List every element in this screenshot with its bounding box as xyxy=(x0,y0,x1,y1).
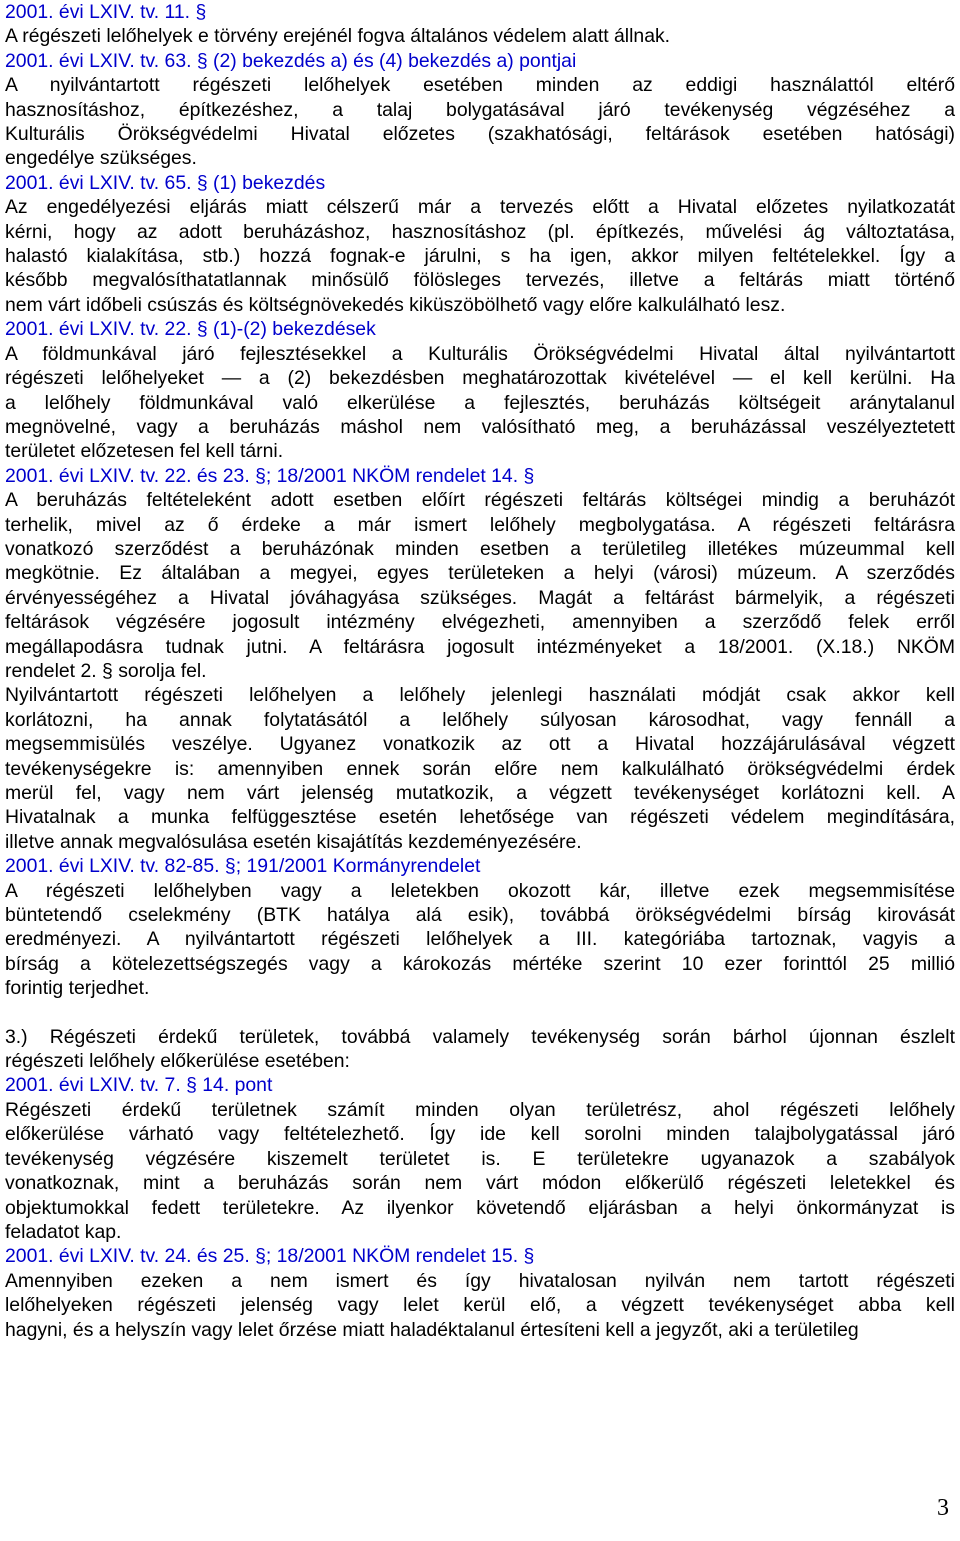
paragraph xyxy=(5,342,955,464)
paragraph-line: a lelőhely földmunkával való elkerülése a fejlesztés, beruházás költségeit aránytalanul xyxy=(5,391,955,414)
paragraph-line: halastó kialakítása, stb.) hozzá fognak-e járulni, s ha igen, akkor milyen feltételekkel. Így a xyxy=(5,245,955,268)
paragraph-line: kérni, hogy az adott beruházáshoz, hasznosításhoz (pl. építkezés, művelési ág változtatása, xyxy=(5,220,955,243)
paragraph-line: Az engedélyezési eljárás miatt célszerű már a tervezés előtt a Hivatal előzetes nyilatkozatát xyxy=(5,196,955,219)
paragraph-line: illetve annak megvalósulása esetén kisajátítás kezdeményezésére. xyxy=(5,830,582,853)
paragraph-line: objektumokkal fedett területekre. Az ilyenkor követendő eljárásban a helyi önkormányzat is xyxy=(5,1196,955,1219)
paragraph-line: A régészeti lelőhelyben vagy a leletekben okozott kár, illetve ezek megsemmisítése xyxy=(5,879,955,902)
paragraph-line: A nyilvántartott régészeti lelőhelyek esetében minden az eddigi használattól eltérő xyxy=(5,74,955,97)
paragraph-line: régészeti lelőhelyeket — a (2) bekezdésben meghatározottak kivételével — el kell kerülni. Ha xyxy=(5,367,955,390)
paragraph-line: hasznosításhoz, építkezéshez, a talaj bolygatásával járó tevékenység végzéséhez a xyxy=(5,98,955,121)
paragraph-line: terhelik, mivel az ő érdeke a már ismert lelőhely megbolygatása. A régészeti feltárásra xyxy=(5,513,955,536)
paragraph-line: büntetendő cselekmény (BTK hatálya alá esik), továbbá örökségvédelmi bírság kirovását xyxy=(5,904,955,927)
legal-reference: 2001. évi LXIV. tv. 11. § xyxy=(5,1,207,23)
paragraph-line: nem várt időbeli csúszás és költségnövekedés kiküszöbölhető vagy előre kalkulálható lesz. xyxy=(5,293,786,316)
paragraph xyxy=(5,879,955,1001)
legal-reference: 2001. évi LXIV. tv. 24. és 25. §; 18/2001 NKÖM rendelet 15. § xyxy=(5,1245,535,1268)
paragraph-line: feltárások végzésére jogosult intézmény elvégezheti, amennyiben a szerződő felek erről xyxy=(5,611,955,634)
page-number: 3 xyxy=(937,1495,949,1521)
legal-reference: 2001. évi LXIV. tv. 63. § (2) bekezdés a) és (4) bekezdés a) pontjai xyxy=(5,49,577,72)
paragraph-line: engedélye szükséges. xyxy=(5,147,197,170)
document-page xyxy=(5,0,955,1342)
paragraph-line: Régészeti érdekű területnek számít minden olyan területrész, ahol régészeti lelőhely xyxy=(5,1098,955,1121)
paragraph-line: Hivatalnak a munka felfüggesztése esetén lehetősége van régészeti védelem megindítására, xyxy=(5,806,955,829)
paragraph xyxy=(5,195,955,317)
paragraph-line: területet előzetesen fel kell tárni. xyxy=(5,440,284,463)
paragraph-line: lelőhelyeken régészeti jelenség vagy lelet kerül elő, a végzett tevékenységet abba kell xyxy=(5,1294,955,1317)
paragraph-line: forintig terjedhet. xyxy=(5,977,150,1000)
paragraph-line: rendelet 2. § sorolja fel. xyxy=(5,659,207,682)
paragraph-line: hagyni, és a helyszín vagy lelet őrzése miatt haladéktalanul értesíteni kell a jegyzőt, aki a területileg xyxy=(5,1318,859,1341)
paragraph xyxy=(5,1269,955,1342)
paragraph-line: előkerülése várható vagy feltételezhető. Így ide kell sorolni minden talajbolygatással járó xyxy=(5,1123,955,1146)
paragraph-line: érvényességéhez a Hivatal jóváhagyása szükséges. Magát a feltárást bármelyik, a régészeti xyxy=(5,586,955,609)
paragraph-line: tevékenységekre is: amennyiben ennek során előre nem kalkulálható örökségvédelmi érdek xyxy=(5,757,955,780)
paragraph-line: megnövelné, vagy a beruházás máshol nem valósítható meg, a beruházással veszélyeztetett xyxy=(5,415,955,438)
paragraph-line: eredményezi. A nyilvántartott régészeti lelőhelyek a III. kategóriába tartoznak, vagyis a xyxy=(5,928,955,951)
paragraph-line: vonatkozó szerződést a beruházónak minden esetben a területileg illetékes múzeummal kell xyxy=(5,537,955,560)
paragraph-line: megállapodásra tudnak jutni. A feltárásra jogosult intézményeket a 18/2001. (X.18.) NKÖM xyxy=(5,635,955,658)
paragraph xyxy=(5,683,955,854)
paragraph-line: 3.) Régészeti érdekű területek, továbbá valamely tevékenység során bárhol újonnan észlelt xyxy=(5,1025,955,1048)
paragraph-line: korlátozni, ha annak folytatásától a lelőhely súlyosan károsodhat, vagy fennáll a xyxy=(5,708,955,731)
paragraph xyxy=(5,488,955,683)
paragraph-line: A földmunkával járó fejlesztésekkel a Kulturális Örökségvédelmi Hivatal által nyilvántartott xyxy=(5,342,955,365)
paragraph-line: merül fel, vagy nem várt jelenség mutatkozik, a végzett tevékenységet korlátozni kell. A xyxy=(5,782,955,804)
paragraph-line: A beruházás feltételeként adott esetben előírt régészeti feltárás költségei mindig a beruházót xyxy=(5,489,955,512)
legal-reference: 2001. évi LXIV. tv. 7. § 14. pont xyxy=(5,1074,273,1097)
legal-reference: 2001. évi LXIV. tv. 22. § (1)-(2) bekezdések xyxy=(5,318,376,341)
paragraph-line: tevékenység végzésére kiszemelt területet is. E területekre ugyanazok a szabályok xyxy=(5,1147,955,1170)
paragraph xyxy=(5,73,955,171)
legal-reference: 2001. évi LXIV. tv. 65. § (1) bekezdés xyxy=(5,171,326,194)
legal-reference: 2001. évi LXIV. tv. 22. és 23. §; 18/2001 NKÖM rendelet 14. § xyxy=(5,464,535,487)
paragraph-line: Kulturális Örökségvédelmi Hivatal előzetes (szakhatósági, feltárások esetében hatósági) xyxy=(5,123,955,146)
paragraph-line: Nyilvántartott régészeti lelőhelyen a lelőhely jelenlegi használati módját csak akkor kell xyxy=(5,684,955,707)
paragraph-line: vonatkoznak, mint a beruházás során nem várt módon előkerülő régészeti leletekkel és xyxy=(5,1172,955,1195)
paragraph xyxy=(5,1098,955,1244)
paragraph-line: Amennyiben ezeken a nem ismert és így hivatalosan nyilván nem tartott régészeti xyxy=(5,1269,955,1292)
paragraph-line: bírság a kötelezettségszegés vagy a károkozás mértéke szerint 10 ezer forinttól 25 millió xyxy=(5,952,955,975)
paragraph xyxy=(5,1025,955,1074)
paragraph-line: megsemmisülés veszélye. Ugyanez vonatkozik az ott a Hivatal hozzájárulásával végzett xyxy=(5,733,955,756)
paragraph-line: később megvalósíthatatlannak minősülő fölösleges tervezés, illetve a feltárás miatt történő xyxy=(5,269,955,292)
legal-reference: 2001. évi LXIV. tv. 82-85. §; 191/2001 Kormányrendelet xyxy=(5,855,481,878)
paragraph-line: megkötnie. Ez általában a megyei, egyes területeken a helyi (városi) múzeum. A szerződés xyxy=(5,562,955,585)
paragraph-line: régészeti lelőhely előkerülése esetében: xyxy=(5,1050,350,1073)
paragraph-line: feladatot kap. xyxy=(5,1220,122,1243)
text-line: A régészeti lelőhelyek e törvény erejénél fogva általános védelem alatt állnak. xyxy=(5,25,671,48)
blank-line xyxy=(5,1001,955,1025)
